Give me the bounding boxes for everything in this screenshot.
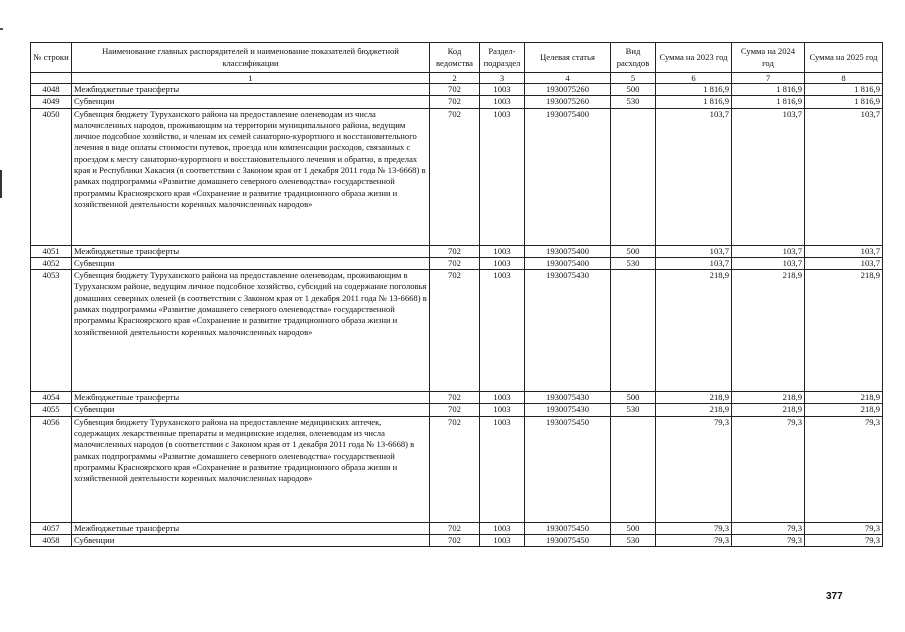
- header-row-number: № строки: [31, 43, 72, 73]
- row-target-article: 1930075430: [525, 404, 611, 416]
- row-expense-kind: 500: [611, 84, 656, 96]
- row-name: Субвенция бюджету Туруханского района на предоставление медицинских аптечек, содержащих лекарственные препараты и медицинские изделия, оленеводам из числа малочисленных народов (в соответствии с Законом края от 1 декабря 2011 года № 13-6668) в рамках подпрограммы «Развитие домашнего северного оленеводства» государственной программы Красноярского края «Сохранение и развитие традиционного образа жизни и хозяйственной деятельности коренных малочисленных народов»: [72, 416, 430, 522]
- row-sum-2024: 103,7: [732, 257, 805, 269]
- table-row: [31, 392, 883, 404]
- row-target-article: 1930075260: [525, 96, 611, 108]
- row-expense-kind: 500: [611, 392, 656, 404]
- row-sum-2025: 218,9: [805, 404, 883, 416]
- table-row: [31, 96, 883, 108]
- row-name: Субвенции: [72, 96, 430, 108]
- scan-mark: [0, 170, 2, 198]
- header-dept-code: Код ведомства: [430, 43, 480, 73]
- row-sum-2024: 79,3: [732, 535, 805, 547]
- column-number: 5: [611, 73, 656, 84]
- row-dept-code: 702: [430, 245, 480, 257]
- row-sum-2023: 218,9: [656, 404, 732, 416]
- row-section: 1003: [480, 416, 525, 522]
- row-dept-code: 702: [430, 108, 480, 245]
- header-target-article: Целевая статья: [525, 43, 611, 73]
- column-number-row: [31, 73, 883, 84]
- row-sum-2024: 218,9: [732, 270, 805, 392]
- row-expense-kind: [611, 270, 656, 392]
- row-sum-2024: 79,3: [732, 416, 805, 522]
- row-expense-kind: 530: [611, 257, 656, 269]
- row-sum-2024: 103,7: [732, 108, 805, 245]
- row-sum-2025: 79,3: [805, 535, 883, 547]
- header-sum-2023: Сумма на 2023 год: [656, 43, 732, 73]
- table-row: [31, 522, 883, 534]
- row-section: 1003: [480, 270, 525, 392]
- row-number: 4050: [31, 108, 72, 245]
- row-target-article: 1930075450: [525, 535, 611, 547]
- row-expense-kind: 500: [611, 245, 656, 257]
- table-row: [31, 270, 883, 392]
- header-sum-2024: Сумма на 2024 год: [732, 43, 805, 73]
- row-number: 4056: [31, 416, 72, 522]
- row-expense-kind: 530: [611, 404, 656, 416]
- row-sum-2024: 79,3: [732, 522, 805, 534]
- row-name: Субвенция бюджету Туруханского района на предоставление оленеводам, проживающим в Туруханском районе, ведущим личное подсобное хозяйство, субсидий на содержание поголовья домашних северных оленей (в соответствии с Законом края от 1 декабря 2011 года № 13-6668) в рамках подпрограммы «Развитие домашнего северного оленеводства» государственной программы Красноярского края «Сохранение и развитие традиционного образа жизни и хозяйственной деятельности коренных малочисленных народов»: [72, 270, 430, 392]
- row-sum-2023: 79,3: [656, 535, 732, 547]
- column-number: 1: [72, 73, 430, 84]
- row-number: 4049: [31, 96, 72, 108]
- row-name: Субвенции: [72, 535, 430, 547]
- row-dept-code: 702: [430, 257, 480, 269]
- row-number: 4053: [31, 270, 72, 392]
- row-sum-2024: 218,9: [732, 392, 805, 404]
- row-section: 1003: [480, 108, 525, 245]
- row-dept-code: 702: [430, 522, 480, 534]
- row-name: Межбюджетные трансферты: [72, 522, 430, 534]
- row-section: 1003: [480, 96, 525, 108]
- row-sum-2025: 1 816,9: [805, 84, 883, 96]
- budget-table: [30, 42, 883, 547]
- row-sum-2023: 103,7: [656, 108, 732, 245]
- column-number: 7: [732, 73, 805, 84]
- table-header-row: [31, 43, 883, 73]
- row-expense-kind: [611, 108, 656, 245]
- row-target-article: 1930075430: [525, 270, 611, 392]
- budget-page: [30, 42, 882, 547]
- row-name: Межбюджетные трансферты: [72, 84, 430, 96]
- row-name: Межбюджетные трансферты: [72, 392, 430, 404]
- column-number: 6: [656, 73, 732, 84]
- table-row: [31, 535, 883, 547]
- row-sum-2024: 1 816,9: [732, 84, 805, 96]
- header-sum-2025: Сумма на 2025 год: [805, 43, 883, 73]
- header-name: Наименование главных распорядителей и наименование показателей бюджетной классификации: [72, 43, 430, 73]
- column-number: 2: [430, 73, 480, 84]
- row-target-article: 1930075400: [525, 245, 611, 257]
- scan-mark: [0, 28, 3, 30]
- row-sum-2023: 103,7: [656, 257, 732, 269]
- row-sum-2025: 79,3: [805, 416, 883, 522]
- row-section: 1003: [480, 404, 525, 416]
- row-number: 4058: [31, 535, 72, 547]
- row-sum-2024: 1 816,9: [732, 96, 805, 108]
- row-sum-2025: 1 816,9: [805, 96, 883, 108]
- row-sum-2023: 79,3: [656, 522, 732, 534]
- row-sum-2024: 218,9: [732, 404, 805, 416]
- row-dept-code: 702: [430, 535, 480, 547]
- column-number: 4: [525, 73, 611, 84]
- row-section: 1003: [480, 522, 525, 534]
- row-name: Субвенция бюджету Туруханского района на предоставление оленеводам из числа малочисленных народов, проживающим на территории муниципального района, ведущим личное подсобное хозяйство, и членам их семей санаторно-курортного и восстановительного лечения в виде оплаты стоимости путевок, проезда или компенсации расходов, связанных с проездом к месту санаторно-курортного и восстановительного лечения и обратно, в пределах края и Республики Хакасия (в соответствии с Законом края от 1 декабря 2011 года № 13-6668) в рамках подпрограммы «Развитие домашнего северного оленеводства» государственной программы Красноярского края «Сохранение и развитие традиционного образа жизни и хозяйственной деятельности коренных малочисленных народов»: [72, 108, 430, 245]
- row-sum-2023: 1 816,9: [656, 96, 732, 108]
- row-dept-code: 702: [430, 96, 480, 108]
- row-sum-2025: 218,9: [805, 392, 883, 404]
- row-section: 1003: [480, 257, 525, 269]
- row-target-article: 1930075400: [525, 257, 611, 269]
- page-number: 377: [826, 591, 843, 602]
- row-sum-2025: 103,7: [805, 245, 883, 257]
- row-name: Субвенции: [72, 257, 430, 269]
- row-sum-2023: 218,9: [656, 270, 732, 392]
- row-expense-kind: 530: [611, 96, 656, 108]
- row-sum-2023: 79,3: [656, 416, 732, 522]
- row-target-article: 1930075260: [525, 84, 611, 96]
- row-sum-2023: 1 816,9: [656, 84, 732, 96]
- row-section: 1003: [480, 392, 525, 404]
- row-section: 1003: [480, 245, 525, 257]
- row-section: 1003: [480, 84, 525, 96]
- row-dept-code: 702: [430, 416, 480, 522]
- row-number: 4055: [31, 404, 72, 416]
- row-section: 1003: [480, 535, 525, 547]
- row-expense-kind: 500: [611, 522, 656, 534]
- row-dept-code: 702: [430, 270, 480, 392]
- row-sum-2025: 103,7: [805, 108, 883, 245]
- table-row: [31, 416, 883, 522]
- row-target-article: 1930075450: [525, 416, 611, 522]
- row-dept-code: 702: [430, 84, 480, 96]
- column-number: 3: [480, 73, 525, 84]
- table-row: [31, 245, 883, 257]
- row-number: 4057: [31, 522, 72, 534]
- row-expense-kind: 530: [611, 535, 656, 547]
- row-expense-kind: [611, 416, 656, 522]
- row-number: 4054: [31, 392, 72, 404]
- header-section: Раздел-подраздел: [480, 43, 525, 73]
- row-target-article: 1930075450: [525, 522, 611, 534]
- row-sum-2025: 103,7: [805, 257, 883, 269]
- row-sum-2024: 103,7: [732, 245, 805, 257]
- table-row: [31, 257, 883, 269]
- table-body: [31, 84, 883, 547]
- table-row: [31, 108, 883, 245]
- row-sum-2025: 79,3: [805, 522, 883, 534]
- row-sum-2023: 103,7: [656, 245, 732, 257]
- row-sum-2025: 218,9: [805, 270, 883, 392]
- row-name: Межбюджетные трансферты: [72, 245, 430, 257]
- row-name: Субвенции: [72, 404, 430, 416]
- header-expense-kind: Вид расходов: [611, 43, 656, 73]
- row-number: 4051: [31, 245, 72, 257]
- row-dept-code: 702: [430, 404, 480, 416]
- table-row: [31, 404, 883, 416]
- column-number: 8: [805, 73, 883, 84]
- row-number: 4048: [31, 84, 72, 96]
- table-row: [31, 84, 883, 96]
- row-number: 4052: [31, 257, 72, 269]
- row-target-article: 1930075430: [525, 392, 611, 404]
- row-target-article: 1930075400: [525, 108, 611, 245]
- row-sum-2023: 218,9: [656, 392, 732, 404]
- row-dept-code: 702: [430, 392, 480, 404]
